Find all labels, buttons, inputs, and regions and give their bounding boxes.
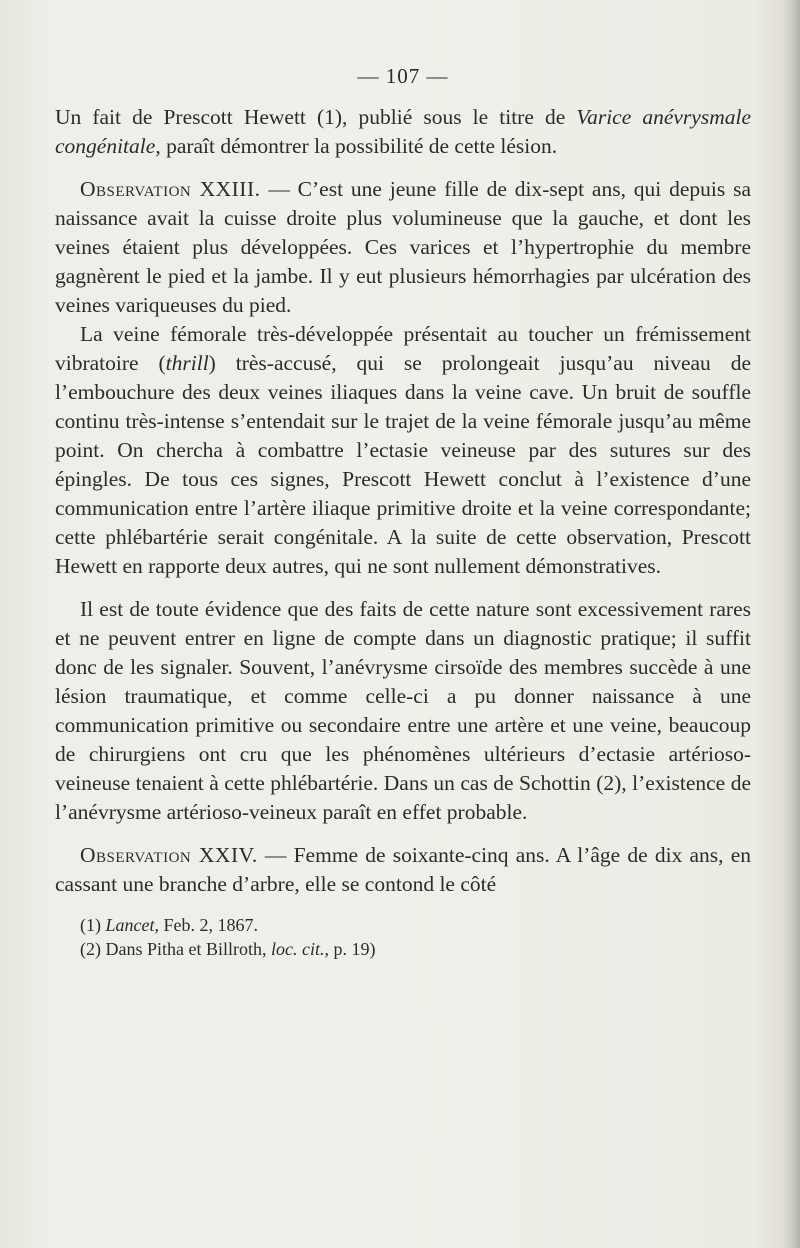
paragraph-evidence (55, 595, 751, 827)
footnotes (55, 913, 751, 961)
italic-title: Varice anévrysmale congénitale (55, 105, 751, 158)
paragraph-text: ) très-accusé, qui se prolongeait jusqu’au niveau de l’embouchure des deux veines iliaques dans la veine cave. Un bruit de souffle continu très-intense s’entendait sur le trajet de la veine fémorale jusqu’au même point. On chercha à combattre l’ectasie veineuse par des sutures sur des épingles. De tous ces signes, Prescott Hewett conclut à l’existence d’une communication entre l’artère iliaque primitive droite et la veine correspondante; cette phlébartérie serait congénitale. A la suite de cette observation, Prescott Hewett en rapporte deux autres, qui ne sont nullement démonstratives. (55, 351, 751, 578)
paragraph-intro (55, 103, 751, 161)
observation-label: Observation XXIV. (80, 843, 258, 867)
footnote-source: Lancet (105, 915, 155, 935)
paragraph-observation-23 (55, 175, 751, 320)
italic-term: thrill (165, 351, 209, 375)
footnote-1 (55, 913, 751, 937)
page-text-block (55, 62, 751, 961)
page-edge-shadow (782, 0, 800, 1248)
observation-label: Observation XXIII. (80, 177, 261, 201)
paragraph-text: La veine fémorale très-développée présentait au toucher un frémissement vibratoire ( (55, 322, 751, 375)
footnote-text: , p. 19) (324, 939, 376, 959)
paragraph-text: — C’est une jeune fille de dix-sept ans, qui depuis sa naissance avait la cuisse droite plus volumineuse que la gauche, et dont les veines étaient plus développées. Ces varices et l’hypertrophie du membre gagnèrent le pied et la jambe. Il y eut plusieurs hémorrhagies par ulcération des veines variqueuses du pied. (55, 177, 751, 317)
footnote-text: , Feb. 2, 1867. (154, 915, 258, 935)
footnote-text: Dans Pitha et Billroth, (105, 939, 271, 959)
page-number: — 107 — (357, 64, 449, 88)
paragraph-femoral-vein (55, 320, 751, 581)
footnote-source: loc. cit. (271, 939, 325, 959)
paragraph-text: Un fait de Prescott Hewett (1), publié sous le titre de (55, 105, 577, 129)
footnote-marker: (2) (80, 939, 106, 959)
paragraph-text: Il est de toute évidence que des faits de cette nature sont excessivement rares et ne peuvent entrer en ligne de compte dans un diagnostic pratique; il suffit donc de les signaler. Souvent, l’anévrysme cirsoïde des membres succède à une lésion traumatique, et comme celle-ci a pu donner naissance à une communication primitive ou secondaire entre une artère et une veine, beaucoup de chirurgiens ont cru que les phénomènes ultérieurs d’ectasie artérioso-veineuse tenaient à cette phlébartérie. Dans un cas de Schottin (2), l’existence de l’anévrysme artérioso-veineux paraît en effet probable. (55, 597, 751, 824)
paragraph-text: — Femme de soixante-cinq ans. A l’âge de dix ans, en cassant une branche d’arbre, elle se contond le côté (55, 843, 751, 896)
paragraph-text: , paraît démontrer la possibilité de cette lésion. (155, 134, 558, 158)
footnote-2 (55, 937, 751, 961)
footnote-marker: (1) (80, 915, 106, 935)
paragraph-observation-24 (55, 841, 751, 899)
